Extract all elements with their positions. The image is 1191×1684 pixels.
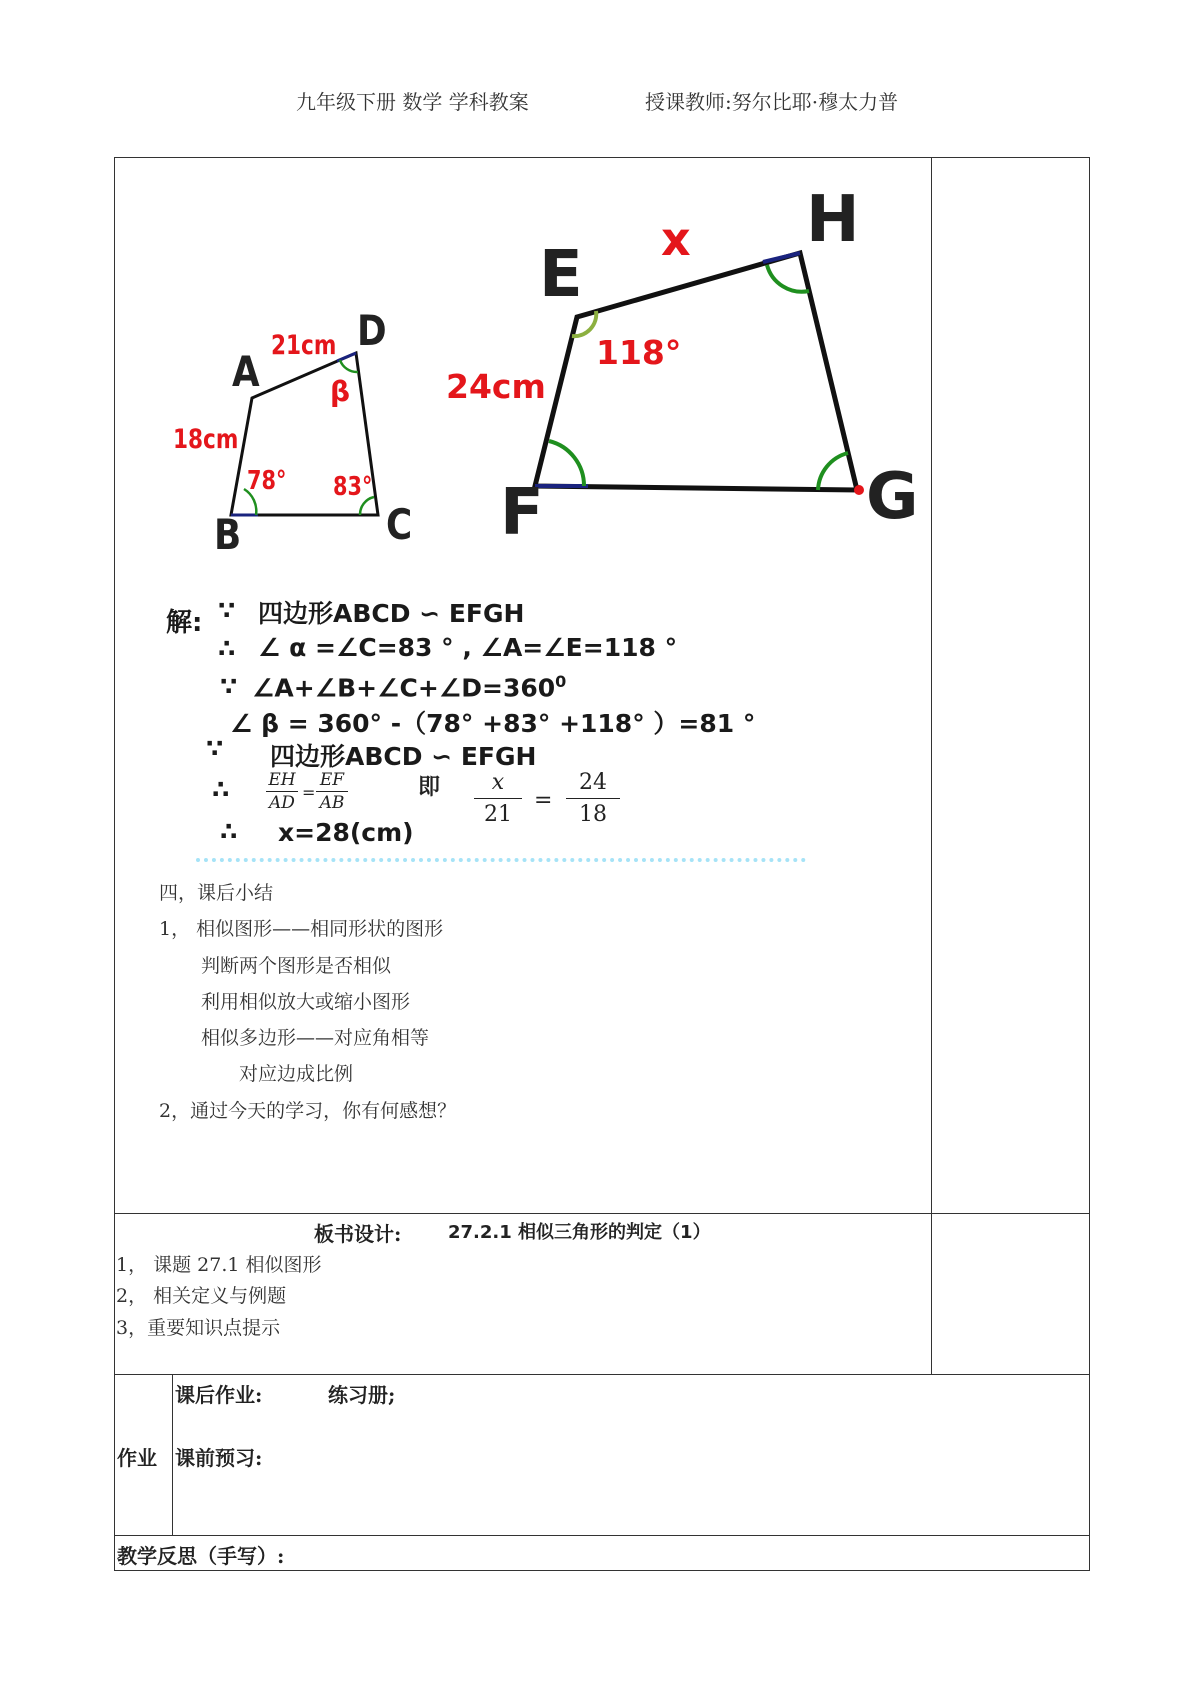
solution-line1: 四边形ABCD ∽ EFGH [258, 599, 525, 628]
solution-line3-symbol: ∵ [220, 672, 238, 701]
fraction-ef: EF [319, 770, 345, 790]
fraction-eh-ad [266, 770, 298, 813]
vertex-b-label: B [214, 510, 242, 559]
solution-ji: 即 [418, 774, 441, 800]
solution-line5: 四边形ABCD ∽ EFGH [270, 742, 537, 771]
solution-line7: x=28(cm) [278, 818, 414, 847]
fraction-24: 24 [579, 770, 607, 795]
vertex-d-label: D [357, 306, 387, 355]
teacher-header: 授课教师:努尔比耶·穆太力普 [645, 90, 899, 114]
fraction-21: 21 [484, 802, 512, 827]
fraction-ab: AB [319, 793, 345, 813]
side-ab-label: 18cm [173, 424, 239, 455]
summary-item2: 2，通过今天的学习，你有何感想？ [159, 1100, 457, 1122]
fraction-ad: AD [269, 793, 295, 813]
solution-line5-symbol: ∵ [206, 734, 224, 763]
solution-line6-symbol: ∴ [212, 775, 230, 804]
angle-d-arc [340, 360, 358, 372]
solution-line3-text: ∠A+∠B+∠C+∠D=360 [252, 673, 556, 703]
solution-line2: ∠ α =∠C=83 ° , ∠A=∠E=118 ° [258, 633, 678, 662]
homework-side-label: 作业 [117, 1446, 157, 1470]
scan-artifact-line [196, 858, 806, 862]
solution-line2-symbol: ∴ [218, 634, 236, 663]
quadrilateral-efgh [535, 253, 864, 495]
fraction-equals-2: = [534, 788, 553, 813]
solution-line4: ∠ β = 360° -（78° +83° +118° ）=81 ° [230, 709, 756, 738]
fraction-equals-1: = [302, 783, 316, 802]
board-item3: 3，重要知识点提示 [116, 1317, 281, 1339]
vertex-f-label: F [500, 476, 544, 550]
course-header: 九年级下册 数学 学科教案 [296, 90, 529, 114]
summary-item1c: 相似多边形——对应角相等 [201, 1027, 430, 1049]
table-divider-homework [114, 1374, 1090, 1375]
summary-item1d: 对应边成比例 [239, 1063, 354, 1085]
side-ad-label: 21cm [271, 330, 337, 361]
vertex-c-label: C [386, 500, 413, 549]
angle-g-arc [818, 453, 848, 490]
side-ef-label: 24cm [446, 367, 546, 406]
board-design-title: 27.2.1 相似三角形的判定（1） [448, 1222, 711, 1243]
angle-d-label: β [330, 375, 351, 408]
fraction-ef-ab [316, 770, 348, 813]
board-item2: 2， 相关定义与例题 [116, 1285, 287, 1307]
homework-preview-label: 课前预习: [175, 1446, 263, 1470]
vertex-a-label: A [232, 347, 260, 396]
angle-f-arc [549, 441, 584, 486]
angle-b-label: 78° [247, 466, 287, 496]
summary-item1: 1， 相似图形——相同形状的图形 [159, 918, 444, 940]
vertex-e-label: E [539, 238, 583, 312]
table-divider-homework-label [172, 1374, 173, 1535]
fraction-x-21 [474, 770, 522, 827]
solution-line7-symbol: ∴ [220, 817, 238, 846]
solution-line3 [252, 672, 566, 702]
summary-item1b: 利用相似放大或缩小图形 [201, 991, 411, 1013]
reflection-label: 教学反思（手写）: [117, 1544, 285, 1568]
homework-after-value: 练习册; [328, 1383, 396, 1407]
table-divider-right [931, 157, 932, 1375]
table-divider-board [114, 1213, 1090, 1214]
table-divider-reflection [114, 1535, 1090, 1536]
angle-c-label: 83° [333, 472, 373, 502]
solution-line3-sup: 0 [555, 672, 567, 691]
angle-e-label: 118° [596, 333, 682, 372]
homework-after-label: 课后作业: [175, 1383, 263, 1407]
vertex-g-label: G [866, 460, 919, 534]
summary-title: 四，课后小结 [159, 882, 274, 904]
vertex-g-dot [854, 485, 864, 495]
solution-line1-symbol: ∵ [218, 596, 236, 625]
summary-item1a: 判断两个图形是否相似 [201, 955, 392, 977]
fraction-18: 18 [579, 802, 607, 827]
vertex-h-label: H [806, 183, 860, 257]
fraction-x: x [491, 770, 505, 795]
side-eh-label: x [661, 212, 691, 266]
board-design-label: 板书设计: [314, 1222, 402, 1246]
solution-lead: 解: [166, 608, 203, 638]
fraction-eh: EH [268, 770, 296, 790]
board-item1: 1， 课题 27.1 相似图形 [116, 1254, 322, 1276]
fraction-24-18 [566, 770, 620, 827]
